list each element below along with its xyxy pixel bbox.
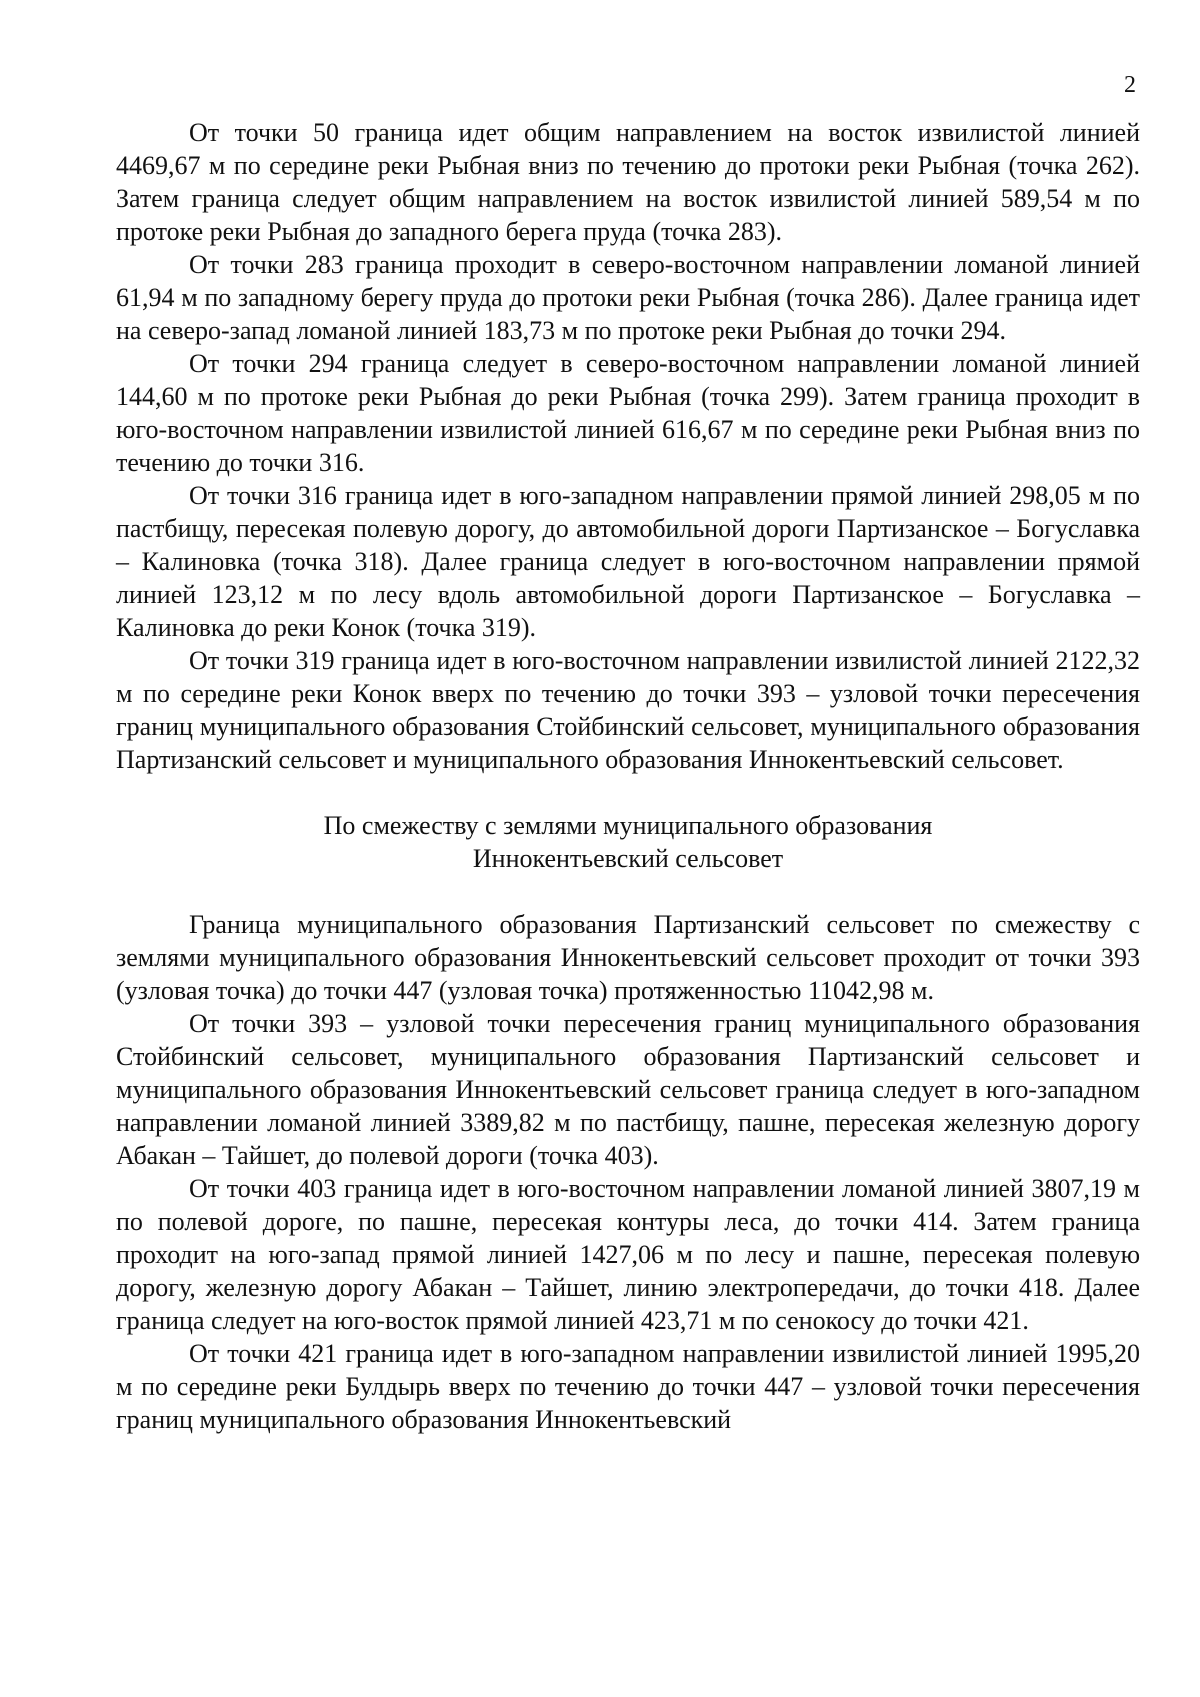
paragraph-point-294: От точки 294 граница следует в северо-восточном направлении ломаной линией 144,60 м по протоке реки Рыбная до реки Рыбная (точка 299). Затем граница проходит в юго-восточном направлении извилистой линией 616,67 м по середине реки Рыбная вниз по течению до точки 316. <box>116 349 1140 477</box>
section-heading <box>116 809 1140 875</box>
section-heading-line-2: Иннокентьевский сельсовет <box>472 844 784 873</box>
paragraph-point-316: От точки 316 граница идет в юго-западном направлении прямой линией 298,05 м по пастбищу, пересекая полевую дорогу, до автомобильной дороги Партизанское – Богуславка – Калиновка (точка 318). Далее граница следует в юго-восточном направлении прямой линией 123,12 м по лесу вдоль автомобильной дороги Партизанское – Богуславка – Калиновка до реки Конок (точка 319). <box>116 481 1140 642</box>
paragraph-point-393: От точки 393 – узловой точки пересечения границ муниципального образования Стойбинский сельсовет, муниципального образования Партизанский сельсовет и муниципального образования Иннокентьевский сельсовет граница следует в юго-западном направлении ломаной линией 3389,82 м по пастбищу, пашне, пересекая железную дорогу Абакан – Тайшет, до полевой дороги (точка 403). <box>116 1009 1140 1170</box>
paragraph-point-403: От точки 403 граница идет в юго-восточном направлении ломаной линией 3807,19 м по полевой дороге, по пашне, пересекая контуры леса, до точки 414. Затем граница проходит на юго-запад прямой линией 1427,06 м по лесу и пашне, пересекая полевую дорогу, железную дорогу Абакан – Тайшет, линию электропередачи, до точки 418. Далее граница следует на юго-восток прямой линией 423,71 м по сенокосу до точки 421. <box>116 1174 1140 1335</box>
paragraph-point-319: От точки 319 граница идет в юго-восточном направлении извилистой линией 2122,32 м по середине реки Конок вверх по течению до точки 393 – узловой точки пересечения границ муниципального образования Стойбинский сельсовет, муниципального образования Партизанский сельсовет и муниципального образования Иннокентьевский сельсовет. <box>116 646 1140 774</box>
page-number: 2 <box>1124 72 1136 98</box>
section-heading-line-1: По смежеству с землями муниципального образования <box>323 811 933 840</box>
paragraph-point-421: От точки 421 граница идет в юго-западном направлении извилистой линией 1995,20 м по середине реки Булдырь вверх по течению до точки 447 – узловой точки пересечения границ муниципального образования Иннокентьевский <box>116 1339 1140 1434</box>
paragraph-point-50: От точки 50 граница идет общим направлением на восток извилистой линией 4469,67 м по середине реки Рыбная вниз по течению до протоки реки Рыбная (точка 262). Затем граница следует общим направлением на восток извилистой линией 589,54 м по протоке реки Рыбная до западного берега пруда (точка 283). <box>116 118 1140 246</box>
paragraph-point-283: От точки 283 граница проходит в северо-восточном направлении ломаной линией 61,94 м по западному берегу пруда до протоки реки Рыбная (точка 286). Далее граница идет на северо-запад ломаной линией 183,73 м по протоке реки Рыбная до точки 294. <box>116 250 1140 345</box>
paragraph-boundary-summary: Граница муниципального образования Партизанский сельсовет по смежеству с землями муниципального образования Иннокентьевский сельсовет проходит от точки 393 (узловая точка) до точки 447 (узловая точка) протяженностью 11042,98 м. <box>116 910 1140 1005</box>
document-body <box>116 116 1140 1436</box>
